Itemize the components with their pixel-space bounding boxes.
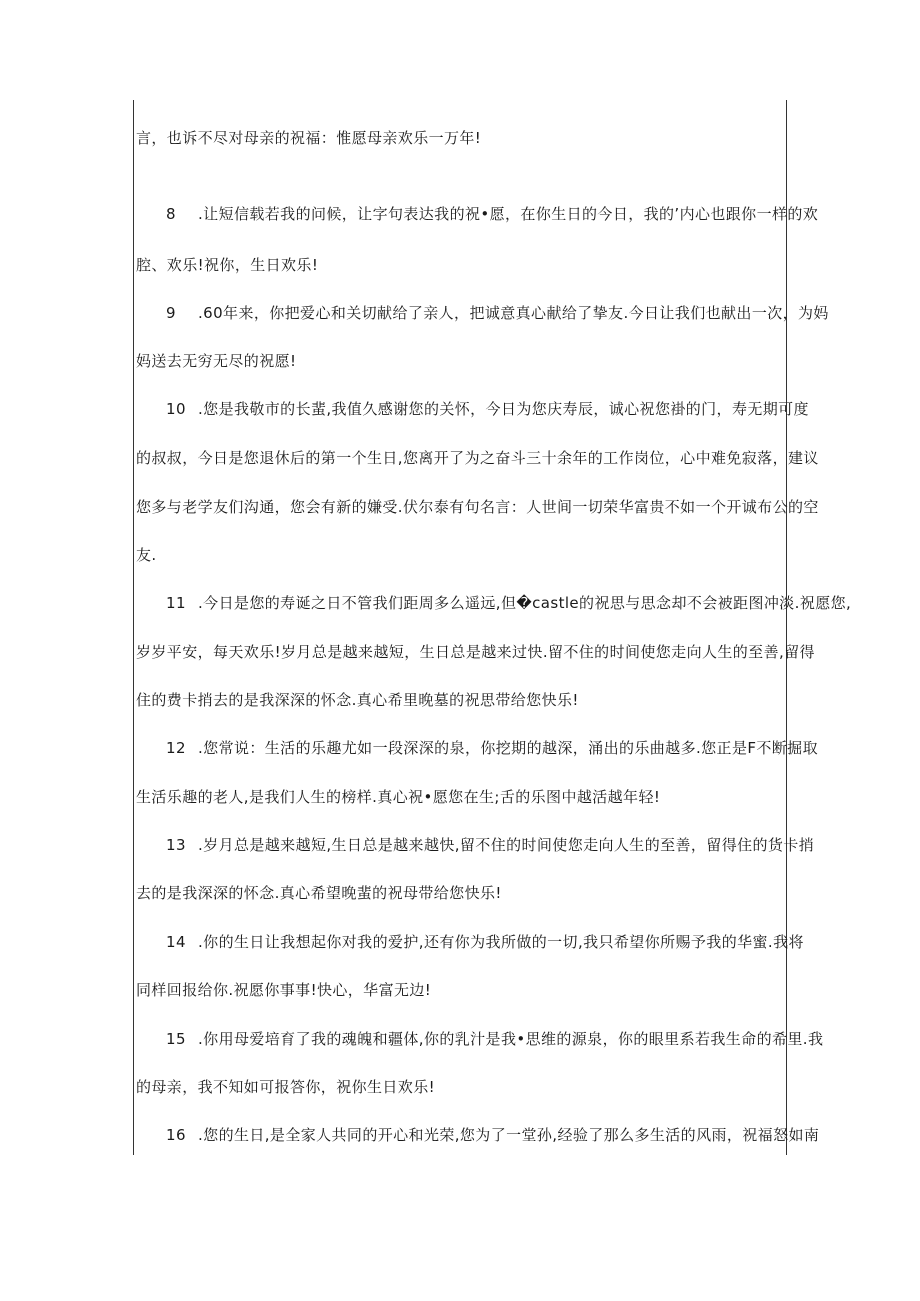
text-line: 的母亲，我不知如可报答你，祝你生日欢乐! bbox=[136, 1078, 436, 1096]
list-item-start: 13 .岁月总是越来越短,生日总是越来越快,留不住的时间使您走向人生的至善，留得住的货卡捎 bbox=[166, 830, 782, 860]
text-line: 友. bbox=[136, 546, 157, 564]
left-border-rule bbox=[133, 100, 134, 1155]
item-number: 16 bbox=[166, 1126, 186, 1144]
text-line: 言，也诉不尽对母亲的祝福：惟愿母亲欢乐一万年! bbox=[136, 129, 482, 147]
list-item-start: 14 .你的生日让我想起你对我的爱护,还有你为我所做的一切,我只希望你所赐予我的华蜜.我将 bbox=[166, 927, 782, 957]
list-item-start: 12 .您常说：生活的乐趣尤如一段深深的泉，你挖期的越深，涌出的乐曲越多.您正是F不断掘取 bbox=[166, 733, 782, 763]
item-number: 12 bbox=[166, 739, 186, 757]
list-item-start: 10 .您是我敬市的长蜚,我值久感谢您的关怀，今日为您庆寿辰，诚心祝您褂的门，寿无期可度 bbox=[166, 394, 782, 424]
item-number: 14 bbox=[166, 933, 186, 951]
text-line: 同样回报给你.祝愿你事事!快心，华富无边! bbox=[136, 981, 432, 999]
text-line: 的叔叔，今日是您退休后的第一个生日,您离开了为之奋斗三十余年的工作岗位，心中难免寂落，建议 bbox=[136, 449, 819, 467]
list-item-start: 16 .您的生日,是全家人共同的开心和光荣,您为了一堂孙,经验了那么多生活的风雨，祝福怒如南 bbox=[166, 1120, 782, 1150]
item-number: 11 bbox=[166, 594, 186, 612]
item-number: 13 bbox=[166, 836, 186, 854]
text-line: 住的费卡捎去的是我深深的怀念.真心希里晚墓的祝思带给您快乐! bbox=[136, 691, 579, 709]
right-border-rule bbox=[786, 100, 787, 1155]
item-number: 10 bbox=[166, 400, 186, 418]
text-line: 腔、欢乐!祝你，生日欢乐! bbox=[136, 256, 319, 274]
text-line: 您多与老学友们沟通，您会有新的嫌受.伏尔泰有句名言：人世间一切荣华富贵不如一个开诚布公的空 bbox=[136, 498, 819, 516]
text-line: 生活乐趣的老人,是我们人生的榜样.真心祝•愿您在生;舌的乐图中越活越年轻! bbox=[136, 788, 661, 806]
item-number: 9 bbox=[166, 304, 176, 322]
list-item-start: 9 .60年来，你把爱心和关切献给了亲人，把诚意真心献给了挚友.今日让我们也献出一次，为妈 bbox=[166, 298, 782, 328]
item-number: 15 bbox=[166, 1030, 186, 1048]
item-number: 8 bbox=[166, 205, 176, 223]
text-line: 妈送去无穷无尽的祝愿! bbox=[136, 352, 297, 370]
list-item-start: 8 .让短信载若我的问候，让字句表达我的祝•愿，在你生日的今日，我的’内心也跟你一样的欢 bbox=[166, 199, 782, 229]
list-item-start: 15 .你用母爱培育了我的魂魄和疆体,你的乳汁是我•思维的源泉，你的眼里系若我生命的希里.我 bbox=[166, 1024, 782, 1054]
list-item-start: 11 .今日是您的寿诞之日不管我们距周多么遥远,但�castle的祝思与思念却不会被距图冲淡.祝愿您, bbox=[166, 588, 782, 618]
text-line: 岁岁平安，每天欢乐!岁月总是越来越短，生日总是越来过快.留不住的时间使您走向人生的至善,留得 bbox=[136, 643, 815, 661]
text-line: 去的是我深深的怀念.真心希望晚蜚的祝母带给您快乐! bbox=[136, 884, 502, 902]
